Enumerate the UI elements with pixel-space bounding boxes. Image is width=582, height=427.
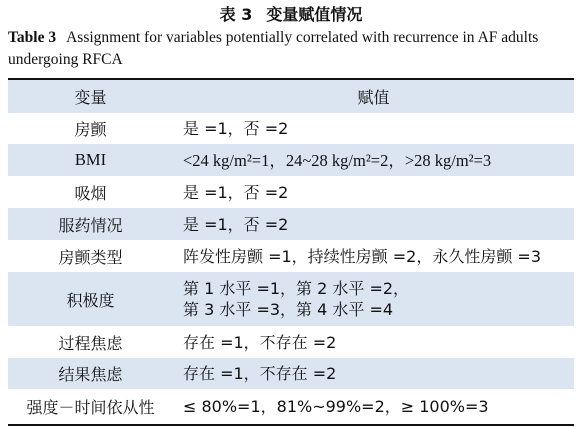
assignment-table <box>8 80 574 424</box>
row-assignment <box>173 278 574 320</box>
row-variable: 吸烟 <box>74 183 107 203</box>
assignment-line: ≤ 80%=1，81%~99%=2，≥ 100%=3 <box>183 397 489 416</box>
table-header-row <box>8 80 574 113</box>
row-variable: BMI <box>74 150 107 169</box>
chinese-caption <box>0 2 582 25</box>
row-assignment <box>173 332 574 353</box>
row-assignment <box>173 246 574 267</box>
table-row <box>8 208 574 240</box>
header-assignment: 赋值 <box>357 88 390 107</box>
row-assignment <box>173 363 574 384</box>
english-caption <box>8 27 574 71</box>
assignment-line: 存在 =1，不存在 =2 <box>183 332 337 352</box>
table-row <box>8 272 574 326</box>
table-number-en: Table 3 <box>8 29 57 46</box>
table-title-cn: 变量赋值情况 <box>266 5 363 24</box>
row-variable: 积极度 <box>66 290 115 310</box>
assignment-line: 第 1 水平 =1，第 2 水平 =2， <box>183 279 410 298</box>
assignment-line: 存在 =1，不存在 =2 <box>183 364 337 383</box>
row-variable: 强度－时间依从性 <box>26 398 155 417</box>
assignment-line: 阵发性房颤 =1，持续性房颤 =2，永久性房颤 =3 <box>183 246 542 266</box>
row-variable: 结果焦虑 <box>58 365 123 384</box>
table-row <box>8 240 574 272</box>
row-variable: 过程焦虑 <box>58 333 123 353</box>
assignment-line: 是 =1，否 =2 <box>183 214 289 234</box>
row-variable: 服药情况 <box>58 215 123 235</box>
table-row <box>8 358 574 389</box>
assignment-line: 是 =1，否 =2 <box>183 182 289 202</box>
row-variable: 房颤 <box>74 120 107 139</box>
header-variable: 变量 <box>74 88 107 107</box>
table-row <box>8 176 574 208</box>
row-assignment <box>173 150 574 171</box>
assignment-line: <24 kg/m²=1，24~28 kg/m²=2，>28 kg/m²=3 <box>183 150 492 170</box>
table-row <box>8 326 574 358</box>
table-number-cn: 表 3 <box>219 5 253 24</box>
table-title-en: Assignment for variables potentially correlated with recurrence in AF adults undergoing RFCA <box>8 29 539 68</box>
row-variable: 房颤类型 <box>58 247 123 267</box>
bottom-rule <box>8 424 574 426</box>
row-assignment <box>173 396 574 417</box>
table-row <box>8 113 574 144</box>
assignment-line: 第 3 水平 =3，第 4 水平 =4 <box>183 300 394 319</box>
row-assignment <box>173 214 574 235</box>
row-assignment <box>173 118 574 139</box>
row-assignment <box>173 182 574 203</box>
table-row <box>8 144 574 176</box>
table-row <box>8 389 574 424</box>
assignment-line: 是 =1，否 =2 <box>183 119 289 138</box>
